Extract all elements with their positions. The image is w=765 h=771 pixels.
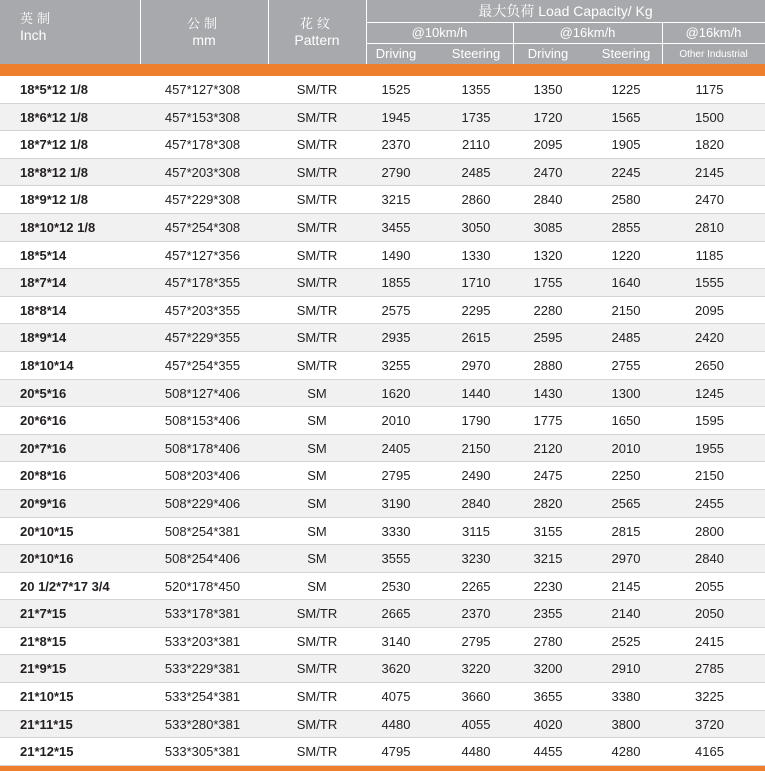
steering-10-cell: 2265: [461, 578, 491, 594]
table-row: [0, 380, 765, 408]
table-row: [0, 573, 765, 601]
inch-cell: 21*9*15: [20, 661, 67, 677]
steering-10-cell: 1355: [461, 82, 491, 97]
pattern-cell: SM/TR: [296, 330, 338, 346]
inch-cell: 18*6*12 1/8: [20, 109, 88, 125]
driving-10-cell: 2795: [381, 468, 411, 484]
inch-cell: 21*7*15: [20, 606, 67, 622]
steering-10-cell: 1710: [461, 275, 491, 291]
driving-10-cell: 2010: [381, 413, 411, 429]
driving-16-cell: 2120: [533, 440, 563, 456]
driving-16-cell: 2880: [533, 357, 563, 373]
pattern-header: [268, 16, 366, 48]
industrial-16-cell: 2420: [695, 330, 724, 346]
mm-cell: 508*229*406: [164, 495, 241, 511]
steering-10-cell: 2840: [461, 495, 491, 511]
driving-16-cell: 1430: [533, 385, 563, 401]
industrial-16-cell: 2785: [695, 661, 724, 677]
table-row: [0, 104, 765, 132]
driving-10-cell: 1945: [381, 109, 411, 125]
steering-16-cell: 2815: [611, 523, 641, 539]
industrial-16-cell: 1595: [695, 413, 724, 429]
pattern-cell: SM: [307, 413, 327, 429]
industrial-16-cell: 2145: [695, 164, 724, 180]
steering-10-cell: 2485: [461, 164, 491, 180]
pattern-cell: SM/TR: [296, 82, 338, 97]
steering-16-cell: 1225: [611, 82, 641, 97]
steering-16-cell: 1650: [611, 413, 641, 429]
steering-16-cell: 2245: [611, 164, 641, 180]
load-capacity-header: 最大负荷 Load Capacity/ Kg: [478, 3, 653, 19]
driving-10-cell: 2935: [381, 330, 411, 346]
pattern-cell: SM/TR: [296, 219, 338, 235]
steering-header: Steering: [601, 46, 651, 61]
inch-cell: 20*5*16: [20, 385, 67, 401]
driving-header: Driving: [375, 46, 417, 61]
accent-bar-top: [0, 64, 765, 76]
table-row: [0, 269, 765, 297]
driving-10-cell: 3140: [381, 633, 411, 649]
table-row: [0, 545, 765, 573]
driving-16-cell: 3655: [533, 689, 563, 705]
pattern-cell: SM/TR: [296, 275, 338, 291]
mm-header: [140, 16, 268, 48]
table-row: [0, 324, 765, 352]
industrial-16-cell: 2055: [695, 578, 724, 594]
steering-header: Steering: [451, 46, 501, 61]
speed-16-industrial-header: @16km/h: [685, 25, 742, 40]
mm-cell: 520*178*450: [164, 578, 241, 594]
steering-16-cell: 2250: [611, 468, 641, 484]
pattern-cell: SM/TR: [296, 606, 338, 622]
other-industrial-header: Other Industrial: [679, 49, 748, 60]
mm-cell: 457*203*308: [164, 164, 241, 180]
pattern-cell: SM: [307, 440, 327, 456]
steering-16-cell: 1565: [611, 109, 641, 125]
inch-cell: 18*9*12 1/8: [20, 192, 88, 208]
driving-10-cell: 2530: [381, 578, 411, 594]
industrial-16-cell: 1555: [695, 275, 724, 291]
driving-16-cell: 4020: [533, 716, 563, 732]
inch-cell: 18*9*14: [20, 330, 67, 346]
steering-16-cell: 2485: [611, 330, 641, 346]
driving-16-cell: 3215: [533, 551, 563, 567]
table-row: [0, 628, 765, 656]
steering-10-cell: 2795: [461, 633, 491, 649]
mm-cell: 457*153*308: [164, 109, 241, 125]
mm-cell: 508*127*406: [164, 385, 241, 401]
steering-16-cell: 1640: [611, 275, 641, 291]
driving-16-cell: 2780: [533, 633, 563, 649]
driving-16-cell: 2840: [533, 192, 563, 208]
driving-10-cell: 2405: [381, 440, 411, 456]
driving-16-cell: 1320: [533, 247, 563, 263]
mm-cell: 533*280*381: [164, 716, 241, 732]
industrial-16-cell: 2095: [695, 302, 724, 318]
table-row: [0, 352, 765, 380]
mm-cell: 457*229*355: [164, 330, 241, 346]
table-row: [0, 435, 765, 463]
steering-10-cell: 2860: [461, 192, 491, 208]
pattern-cell: SM/TR: [296, 661, 338, 677]
mm-cell: 533*203*381: [164, 633, 241, 649]
steering-10-cell: 3660: [461, 689, 491, 705]
steering-10-cell: 2110: [462, 137, 490, 153]
steering-16-cell: 3380: [611, 689, 641, 705]
industrial-16-cell: 1185: [695, 247, 724, 263]
driving-16-cell: 1755: [533, 275, 563, 291]
mm-cell: 457*127*308: [164, 82, 241, 97]
driving-10-cell: 3330: [381, 523, 411, 539]
table-row: [0, 462, 765, 490]
steering-10-cell: 1440: [461, 385, 491, 401]
mm-cell: 457*127*356: [164, 247, 241, 263]
driving-10-cell: 2665: [381, 606, 411, 622]
mm-cell: 533*178*381: [164, 606, 241, 622]
driving-16-cell: 2820: [533, 495, 563, 511]
inch-cell: 18*7*12 1/8: [20, 137, 88, 153]
driving-16-cell: 1720: [533, 109, 563, 125]
driving-16-cell: 2280: [533, 302, 563, 318]
table-row: [0, 76, 765, 104]
steering-10-cell: 2370: [461, 606, 491, 622]
pattern-cell: SM/TR: [296, 137, 338, 153]
pattern-cell: SM: [307, 551, 327, 567]
steering-10-cell: 2295: [461, 302, 491, 318]
inch-cell: 21*8*15: [20, 633, 67, 649]
inch-header-en: Inch: [20, 27, 47, 43]
table-row: [0, 214, 765, 242]
mm-cell: 508*254*381: [164, 523, 241, 539]
speed-10-header: @10km/h: [411, 25, 468, 40]
inch-cell: 20*10*15: [20, 523, 74, 539]
industrial-16-cell: 2415: [695, 633, 724, 649]
industrial-16-cell: 2650: [695, 357, 724, 373]
industrial-16-cell: 3225: [695, 689, 724, 705]
steering-16-cell: 2910: [611, 661, 641, 677]
mm-cell: 508*178*406: [164, 440, 241, 456]
mm-cell: 457*229*308: [164, 192, 241, 208]
driving-16-cell: 2355: [533, 606, 563, 622]
driving-16-cell: 1350: [533, 82, 563, 97]
driving-10-cell: 3620: [381, 661, 411, 677]
pattern-cell: SM/TR: [296, 633, 338, 649]
pattern-cell: SM: [307, 495, 327, 511]
steering-16-cell: 2010: [611, 440, 641, 456]
driving-16-cell: 2230: [533, 578, 563, 594]
driving-10-cell: 4795: [381, 744, 411, 760]
pattern-cell: SM: [307, 468, 327, 484]
inch-cell: 20*10*16: [20, 551, 74, 567]
industrial-16-cell: 1955: [695, 440, 724, 456]
mm-cell: 457*178*355: [164, 275, 241, 291]
driving-10-cell: 3215: [381, 192, 411, 208]
steering-10-cell: 2490: [461, 468, 491, 484]
industrial-16-cell: 2150: [695, 468, 724, 484]
driving-10-cell: 1525: [381, 82, 411, 97]
mm-header-cn: 公制: [186, 16, 221, 31]
inch-cell: 20*9*16: [20, 495, 67, 511]
driving-10-cell: 1855: [381, 275, 411, 291]
driving-10-cell: 2790: [381, 164, 411, 180]
steering-10-cell: 1330: [461, 247, 491, 263]
mm-header-en: mm: [192, 32, 216, 48]
inch-cell: 20*7*16: [20, 440, 67, 456]
inch-cell: 21*11*15: [20, 716, 73, 732]
table-row: [0, 711, 765, 739]
mm-cell: 457*254*355: [164, 357, 241, 373]
driving-10-cell: 2370: [381, 137, 411, 153]
speed-16-header: @16km/h: [559, 25, 616, 40]
driving-10-cell: 3455: [381, 219, 411, 235]
table-row: [0, 738, 765, 766]
steering-10-cell: 4055: [461, 716, 491, 732]
table-row: [0, 297, 765, 325]
steering-16-cell: 2970: [611, 551, 641, 567]
inch-cell: 20 1/2*7*17 3/4: [20, 578, 110, 594]
inch-cell: 18*8*14: [20, 302, 67, 318]
steering-16-cell: 2150: [611, 302, 641, 318]
pattern-cell: SM/TR: [296, 689, 338, 705]
table-row: [0, 490, 765, 518]
table-row: [0, 655, 765, 683]
header-divider: [366, 22, 765, 23]
mm-cell: 533*229*381: [164, 661, 241, 677]
steering-16-cell: 2140: [611, 606, 641, 622]
driving-10-cell: 1620: [381, 385, 411, 401]
steering-16-cell: 2145: [611, 578, 641, 594]
pattern-cell: SM/TR: [296, 109, 338, 125]
table-row: [0, 407, 765, 435]
industrial-16-cell: 2455: [695, 495, 724, 511]
table-row: [0, 600, 765, 628]
inch-cell: 18*10*14: [20, 357, 74, 373]
pattern-cell: SM/TR: [296, 302, 338, 318]
pattern-cell: SM/TR: [296, 164, 338, 180]
steering-10-cell: 2150: [461, 440, 491, 456]
pattern-header-en: Pattern: [294, 32, 340, 48]
driving-16-cell: 2475: [533, 468, 563, 484]
pattern-cell: SM/TR: [296, 247, 338, 263]
inch-cell: 21*10*15: [20, 689, 74, 705]
inch-cell: 18*10*12 1/8: [20, 219, 96, 235]
table-header: [0, 0, 765, 64]
steering-16-cell: 2565: [611, 495, 641, 511]
steering-10-cell: 2970: [461, 357, 491, 373]
steering-16-cell: 2855: [611, 219, 641, 235]
driving-16-cell: 2095: [533, 137, 563, 153]
steering-16-cell: 1220: [611, 247, 641, 263]
header-divider: [366, 43, 765, 44]
inch-header: [0, 11, 140, 43]
inch-cell: 18*5*12 1/8: [20, 82, 88, 97]
table-row: [0, 518, 765, 546]
table-row: [0, 159, 765, 187]
inch-header-cn: 英制: [20, 11, 55, 26]
steering-10-cell: 2615: [461, 330, 491, 346]
driving-16-cell: 3200: [533, 661, 563, 677]
accent-bar-bottom: [0, 766, 765, 771]
driving-10-cell: 4075: [381, 689, 411, 705]
pattern-cell: SM: [307, 578, 327, 594]
pattern-cell: SM/TR: [296, 192, 338, 208]
steering-16-cell: 3800: [611, 716, 641, 732]
driving-16-cell: 4455: [533, 744, 563, 760]
table-body: [0, 76, 765, 766]
pattern-cell: SM/TR: [296, 357, 338, 373]
pattern-cell: SM: [307, 523, 327, 539]
inch-cell: 20*6*16: [20, 413, 67, 429]
driving-10-cell: 3255: [381, 357, 411, 373]
driving-16-cell: 2470: [533, 164, 563, 180]
industrial-16-cell: 1245: [695, 385, 724, 401]
mm-cell: 533*305*381: [164, 744, 241, 760]
industrial-16-cell: 2800: [695, 523, 724, 539]
steering-10-cell: 3230: [461, 551, 491, 567]
pattern-header-cn: 花纹: [299, 16, 334, 31]
inch-cell: 18*7*14: [20, 275, 67, 291]
inch-cell: 21*12*15: [20, 744, 74, 760]
steering-10-cell: 1790: [461, 413, 491, 429]
mm-cell: 508*254*406: [164, 551, 241, 567]
pattern-cell: SM/TR: [296, 716, 338, 732]
inch-cell: 18*8*12 1/8: [20, 164, 88, 180]
mm-cell: 457*203*355: [164, 302, 241, 318]
industrial-16-cell: 1500: [695, 109, 724, 125]
table-row: [0, 683, 765, 711]
steering-16-cell: 2525: [611, 633, 641, 649]
driving-10-cell: 3555: [381, 551, 411, 567]
steering-16-cell: 1905: [611, 137, 641, 153]
inch-cell: 20*8*16: [20, 468, 67, 484]
steering-10-cell: 3050: [461, 219, 491, 235]
industrial-16-cell: 2810: [695, 219, 724, 235]
driving-16-cell: 3155: [533, 523, 563, 539]
industrial-16-cell: 2050: [695, 606, 724, 622]
table-row: [0, 186, 765, 214]
table-row: [0, 242, 765, 270]
industrial-16-cell: 3720: [695, 716, 724, 732]
table-row: [0, 131, 765, 159]
steering-10-cell: 1735: [461, 109, 491, 125]
driving-16-cell: 2595: [533, 330, 563, 346]
steering-16-cell: 2580: [611, 192, 641, 208]
industrial-16-cell: 2470: [695, 192, 724, 208]
industrial-16-cell: 1820: [695, 137, 724, 153]
mm-cell: 508*203*406: [164, 468, 241, 484]
mm-cell: 457*254*308: [164, 219, 241, 235]
driving-header: Driving: [527, 46, 569, 61]
steering-10-cell: 4480: [461, 744, 491, 760]
industrial-16-cell: 2840: [695, 551, 724, 567]
steering-16-cell: 1300: [611, 385, 641, 401]
steering-16-cell: 2755: [611, 357, 641, 373]
mm-cell: 457*178*308: [164, 137, 241, 153]
pattern-cell: SM: [307, 385, 327, 401]
driving-10-cell: 3190: [381, 495, 411, 511]
pattern-cell: SM/TR: [296, 744, 338, 760]
driving-10-cell: 4480: [381, 716, 411, 732]
steering-16-cell: 4280: [611, 744, 641, 760]
driving-10-cell: 1490: [381, 247, 411, 263]
mm-cell: 508*153*406: [164, 413, 241, 429]
steering-10-cell: 3220: [461, 661, 491, 677]
mm-cell: 533*254*381: [164, 689, 241, 705]
steering-10-cell: 3115: [462, 523, 490, 539]
driving-10-cell: 2575: [381, 302, 411, 318]
inch-cell: 18*5*14: [20, 247, 67, 263]
driving-16-cell: 3085: [533, 219, 563, 235]
industrial-16-cell: 1175: [695, 82, 724, 97]
industrial-16-cell: 4165: [695, 744, 724, 760]
driving-16-cell: 1775: [533, 413, 563, 429]
